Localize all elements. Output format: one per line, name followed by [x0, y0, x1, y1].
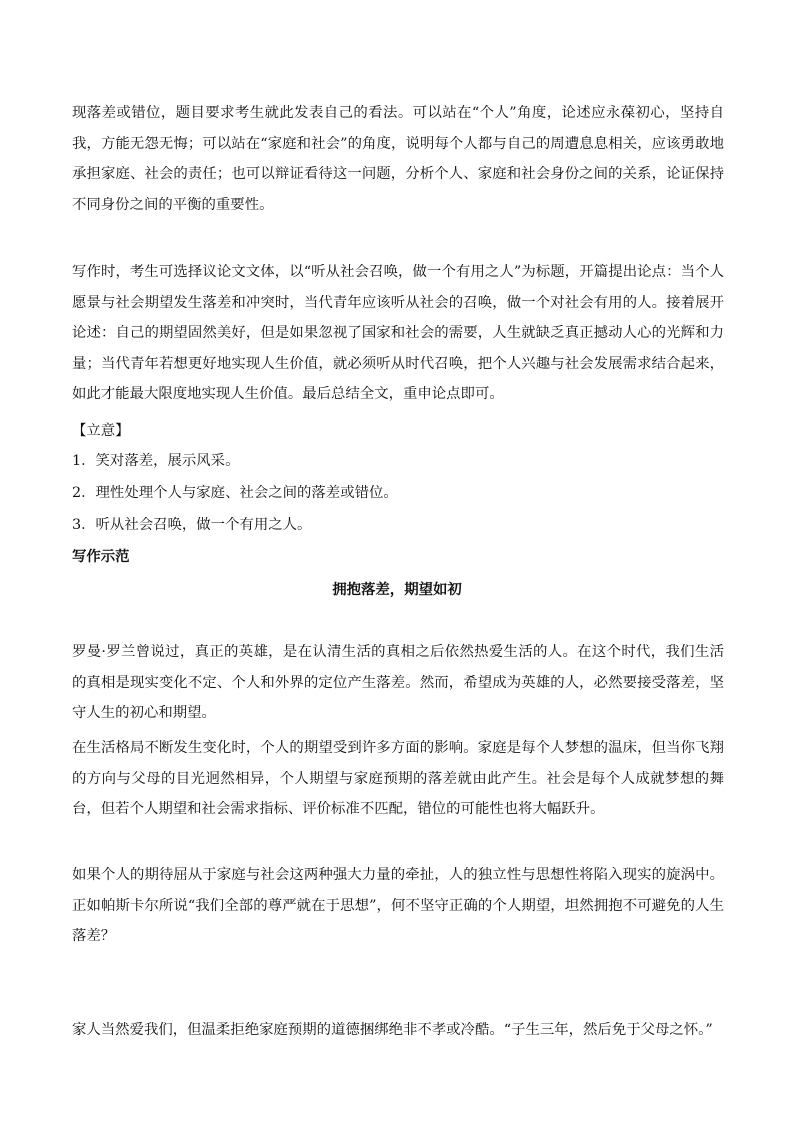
essay-title: 拥抱落差，期望如初: [332, 581, 462, 598]
liyi-item-3: 3．听从社会召唤，做一个有用之人。: [72, 517, 312, 533]
essay-paragraph-2: 在生活格局不断发生变化时，个人的期望受到许多方面的影响。家庭是每个人梦想的温床，但当你飞翔的方向与父母的目光迥然相异，个人期望与家庭预期的落差就由此产生。社会是每个人成就梦想的舞台，但若个人期望和社会需求指标、评价标准不匹配，错位的可能性也将大幅跃升。: [72, 740, 724, 817]
liyi-item-1: 1．笑对落差，展示风采。: [72, 453, 240, 469]
analysis-paragraph-1: 现落差或错位，题目要求考生就此发表自己的看法。可以站在“个人”角度，论述应永葆初心，坚持自我，方能无怨无悔；可以站在“家庭和社会”的角度，说明每个人都与自己的周遭息息相关，应该勇敢地承担家庭、社会的责任；也可以辩证看待这一问题，分析个人、家庭和社会身份之间的关系，论证保持不同身份之间的平衡的重要性。: [72, 105, 724, 213]
liyi-item-2: 2．理性处理个人与家庭、社会之间的落差或错位。: [72, 485, 398, 501]
liyi-heading: 【立意】: [72, 423, 130, 439]
essay-paragraph-3: 如果个人的期待屈从于家庭与社会这两种强大力量的牵扯，人的独立性与思想性将陷入现实的旋涡中。正如帕斯卡尔所说“我们全部的尊严就在于思想”，何不坚守正确的个人期望，坦然拥抱不可避免的人生落差？: [72, 867, 724, 944]
example-heading: 写作示范: [72, 548, 130, 565]
analysis-paragraph-2: 写作时，考生可选择议论文文体，以“听从社会召唤，做一个有用之人”为标题，开篇提出论点：当个人愿景与社会期望发生落差和冲突时，当代青年应该听从社会的召唤，做一个对社会有用的人。接着展开论述：自己的期望固然美好，但是如果忽视了国家和社会的需要，人生就缺乏真正撼动人心的光辉和力量；当代青年若想更好地实现人生价值，就必须听从时代召唤，把个人兴趣与社会发展需求结合起来，如此才能最大限度地实现人生价值。最后总结全文，重申论点即可。: [72, 264, 724, 402]
essay-paragraph-4: 家人当然爱我们，但温柔拒绝家庭预期的道德捆绑绝非不孝或冷酷。“子生三年，然后免于父母之怀。”: [72, 1022, 713, 1038]
essay-paragraph-1: 罗曼·罗兰曾说过，真正的英雄，是在认清生活的真相之后依然热爱生活的人。在这个时代，我们生活的真相是现实变化不定、个人和外界的定位产生落差。然而，希望成为英雄的人，必然要接受落差，坚守人生的初心和期望。: [72, 644, 724, 721]
